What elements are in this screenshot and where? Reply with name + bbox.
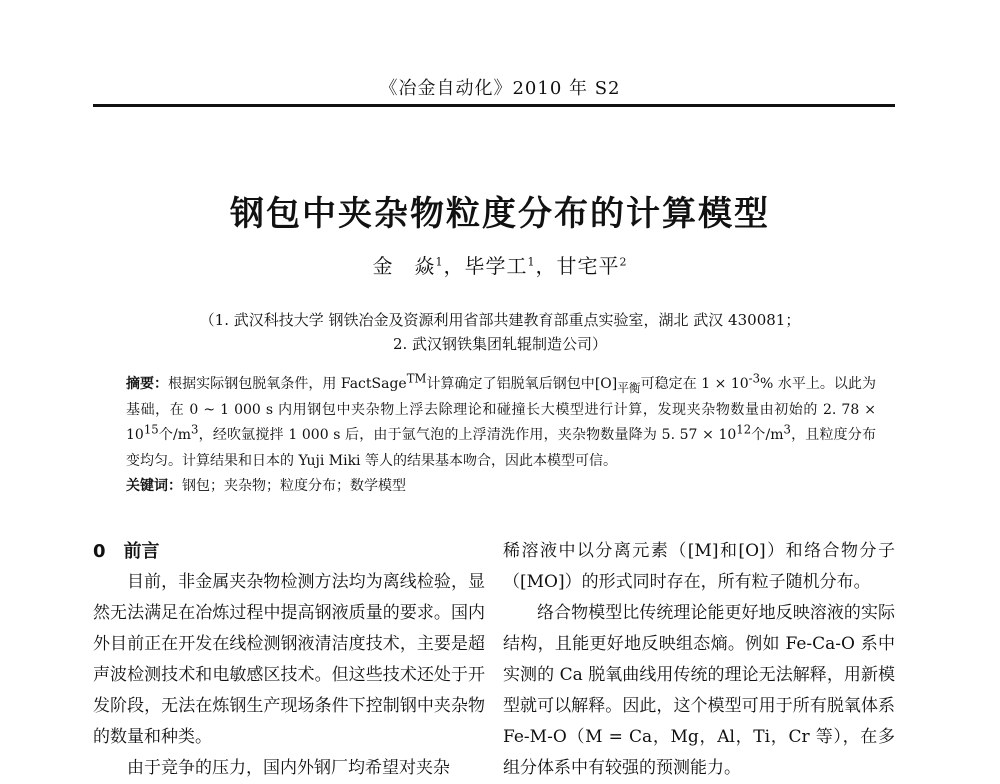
body-left-column xyxy=(93,536,485,784)
body-paragraph: 稀溶液中以分离元素（[M]和[O]）和络合物分子（[MO]）的形式同时存在，所有粒子随机分布。 xyxy=(503,541,895,592)
affiliation-line: 2. 武汉钢铁集团轧辊制造公司） xyxy=(392,335,608,353)
author-separator: ， xyxy=(443,254,465,278)
paper-title: 钢包中夹杂物粒度分布的计算模型 xyxy=(230,194,770,234)
header-rule xyxy=(93,104,895,107)
abstract-block xyxy=(126,372,876,500)
abstract-segment: 根据实际钢包脱氧条件，用 FactSage xyxy=(168,376,407,392)
author-name: 金 焱 xyxy=(372,254,436,278)
abstract-segment: 个/m xyxy=(158,427,192,443)
exponent: 12 xyxy=(736,422,752,437)
body-paragraph: 目前，非金属夹杂物检测方法均为离线检验，显然无法满足在冶炼过程中提高钢液质量的要求。国内外目前正在开发在线检测钢液清洁度技术，主要是超声波检测技术和电敏感区技术。但这些技术还处于开发阶段，无法在炼钢生产现场条件下控制钢中夹杂物的数量和种类。 xyxy=(93,572,485,747)
abstract-segment: % 水平上。以此为基础，在 0 ~ 1 000 s 内用钢包中夹杂物上浮去除理论和碰撞长大模型进行计算，发现夹杂物数量由初始的 2. 78 × 10 xyxy=(126,376,876,443)
keywords-line xyxy=(126,474,876,500)
keywords-label: 关键词： xyxy=(126,478,182,494)
author-name: 毕学工 xyxy=(464,254,528,278)
abstract-text xyxy=(126,372,876,474)
abstract-label: 摘要： xyxy=(126,376,169,392)
abstract-segment: ，经吹氩搅拌 1 000 s 后，由于氩气泡的上浮清洗作用，夹杂物数量降为 5. 57 × 10 xyxy=(198,427,737,443)
abstract-segment: 计算确定了铝脱氧后钢包中[O] xyxy=(426,376,618,392)
author-affil-mark: 1 xyxy=(527,255,536,269)
exponent: -3 xyxy=(748,371,760,386)
keywords-text: 钢包；夹杂物；粒度分布；数学模型 xyxy=(182,478,406,494)
journal-header: 《冶金自动化》2010 年 S2 xyxy=(379,78,621,99)
author-name: 甘宅平 xyxy=(556,254,620,278)
author-list xyxy=(0,250,1000,279)
trademark-mark: TM xyxy=(406,371,427,386)
section-heading: 0 前言 xyxy=(93,541,160,562)
abstract-segment: ，且粒度分布变均匀。计算结果和日本的 Yuji Miki 等人的结果基本吻合，因此本模型可信。 xyxy=(126,427,876,469)
exponent: 3 xyxy=(783,422,791,437)
body-paragraph: 络合物模型比传统理论能更好地反映溶液的实际结构，且能更好地反映组态熵。例如 Fe-Ca-O 系中实测的 Ca 脱氧曲线用传统的理论无法解释，用新模型就可以解释。因此，这个模型可用于所有脱氧体系 Fe-M-O（M = Ca，Mg，Al，Ti，Cr 等），在多组分体系中有较强的预测能力。 xyxy=(503,603,895,778)
author-separator: ， xyxy=(535,254,557,278)
abstract-segment: 个/m xyxy=(751,427,784,443)
exponent: 3 xyxy=(191,422,199,437)
author-affil-mark: 1 xyxy=(435,255,444,269)
abstract-segment: 可稳定在 1 × 10 xyxy=(640,376,749,392)
subscript: 平衡 xyxy=(617,380,641,395)
author-affil-mark: 2 xyxy=(619,255,628,269)
body-paragraph: 由于竞争的压力，国内外钢厂均希望对夹杂 xyxy=(127,758,450,778)
exponent: 15 xyxy=(143,422,159,437)
affiliation-line: （1. 武汉科技大学 钢铁冶金及资源利用省部共建教育部重点实验室，湖北 武汉 430081； xyxy=(199,311,801,329)
body-right-column xyxy=(503,536,895,784)
